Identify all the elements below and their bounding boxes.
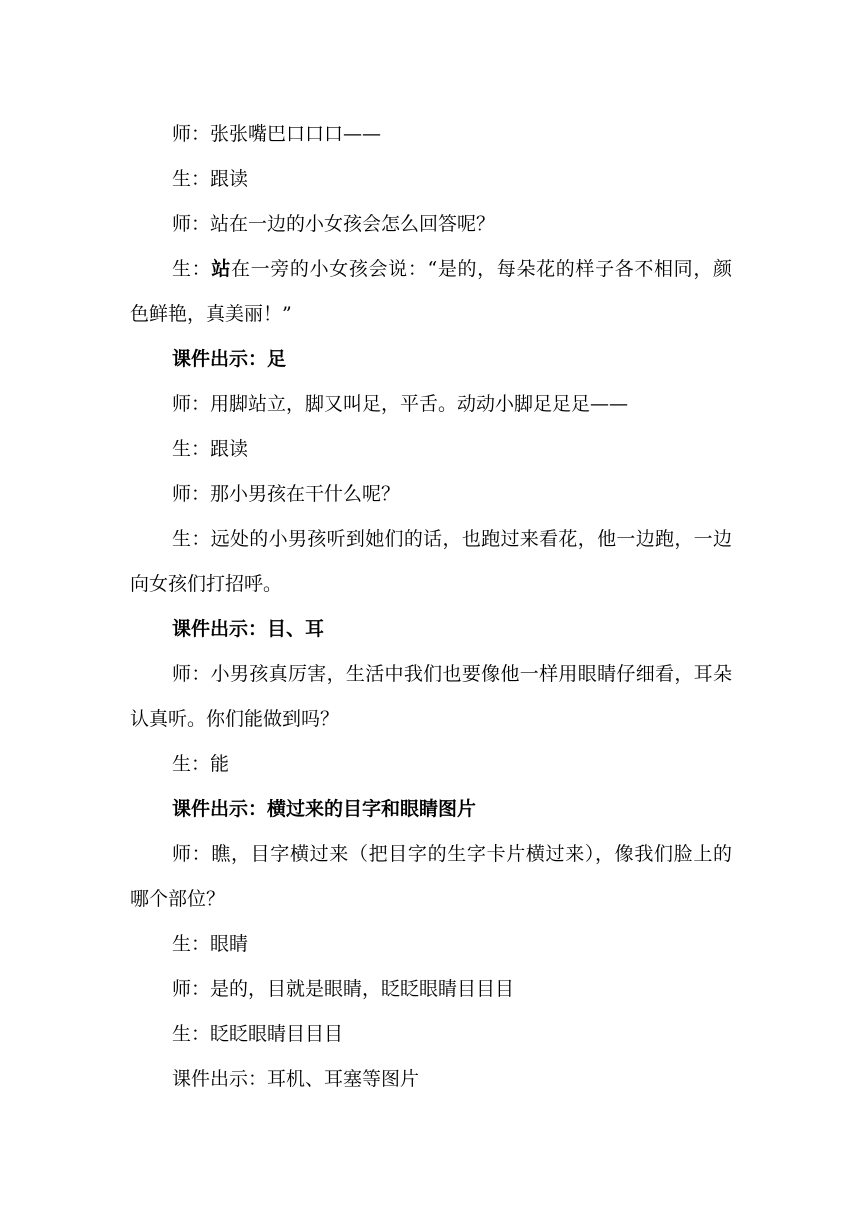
- speaker-label: 师：: [172, 393, 211, 415]
- paragraph-17: [130, 1012, 732, 1057]
- heading-text: 课件出示：横过来的目字和眼睛图片: [172, 798, 477, 820]
- paragraph-text: 张张嘴巴口口口——: [210, 123, 382, 145]
- paragraph-12: [130, 742, 732, 787]
- speaker-label: 生：: [172, 258, 212, 280]
- paragraph-text: 那小男孩在干什么呢？: [210, 483, 401, 505]
- speaker-label: 师：: [172, 123, 211, 145]
- paragraph-11: [130, 652, 732, 742]
- paragraph-1: [130, 112, 732, 157]
- speaker-label: 生：: [172, 753, 211, 775]
- speaker-label: 师：: [172, 483, 211, 505]
- heading-text: 课件出示：目、耳: [172, 618, 325, 640]
- paragraph-text: 小男孩真厉害，生活中我们也要像他一样用眼睛仔细看，耳朵认真听。你们能做到吗？: [130, 663, 732, 730]
- speaker-label: 生：: [172, 933, 211, 955]
- paragraph-text: 远处的小男孩听到她们的话，也跑过来看花，他一边跑，一边向女孩们打招呼。: [130, 528, 732, 595]
- paragraph-15: [130, 922, 732, 967]
- note-text: 课件出示：耳机、耳塞等图片: [172, 1068, 420, 1090]
- paragraph-text: 用脚站立，脚又叫足，平舌。动动小脚足足足——: [210, 393, 629, 415]
- speaker-label: 师：: [172, 843, 212, 865]
- speaker-label: 生：: [172, 438, 211, 460]
- paragraph-text: 跟读: [210, 438, 249, 460]
- courseware-note: [130, 1057, 732, 1102]
- speaker-label: 生：: [172, 1023, 211, 1045]
- paragraph-16: [130, 967, 732, 1012]
- courseware-heading-2: [130, 607, 732, 652]
- speaker-label: 生：: [172, 528, 211, 550]
- paragraph-2: [130, 157, 732, 202]
- paragraph-7: [130, 427, 732, 472]
- courseware-heading-1: [130, 337, 732, 382]
- paragraph-9: [130, 517, 732, 607]
- speaker-label: 师：: [172, 978, 211, 1000]
- heading-text: 课件出示：足: [172, 348, 287, 370]
- paragraph-4: [130, 247, 732, 337]
- paragraph-6: [130, 382, 732, 427]
- bold-lead-char: 站: [211, 258, 231, 280]
- paragraph-text: 能: [210, 753, 230, 775]
- speaker-label: 师：: [172, 663, 211, 685]
- paragraph-8: [130, 472, 732, 517]
- document-body: [130, 112, 732, 1102]
- paragraph-text: 是的，目就是眼睛，眨眨眼睛目目目: [210, 978, 515, 1000]
- paragraph-text: 在一旁的小女孩会说：“是的，每朵花的样子各不相同，颜色鲜艳，真美丽！”: [130, 258, 732, 325]
- paragraph-3: [130, 202, 732, 247]
- paragraph-text: 跟读: [210, 168, 249, 190]
- paragraph-text: 眼睛: [210, 933, 249, 955]
- paragraph-text: 眨眨眼睛目目目: [210, 1023, 344, 1045]
- speaker-label: 师：: [172, 213, 211, 235]
- paragraph-14: [130, 832, 732, 922]
- speaker-label: 生：: [172, 168, 211, 190]
- paragraph-text: 站在一边的小女孩会怎么回答呢？: [210, 213, 496, 235]
- courseware-heading-3: [130, 787, 732, 832]
- paragraph-text: 瞧，目字横过来（把目字的生字卡片横过来），像我们脸上的哪个部位？: [130, 843, 732, 910]
